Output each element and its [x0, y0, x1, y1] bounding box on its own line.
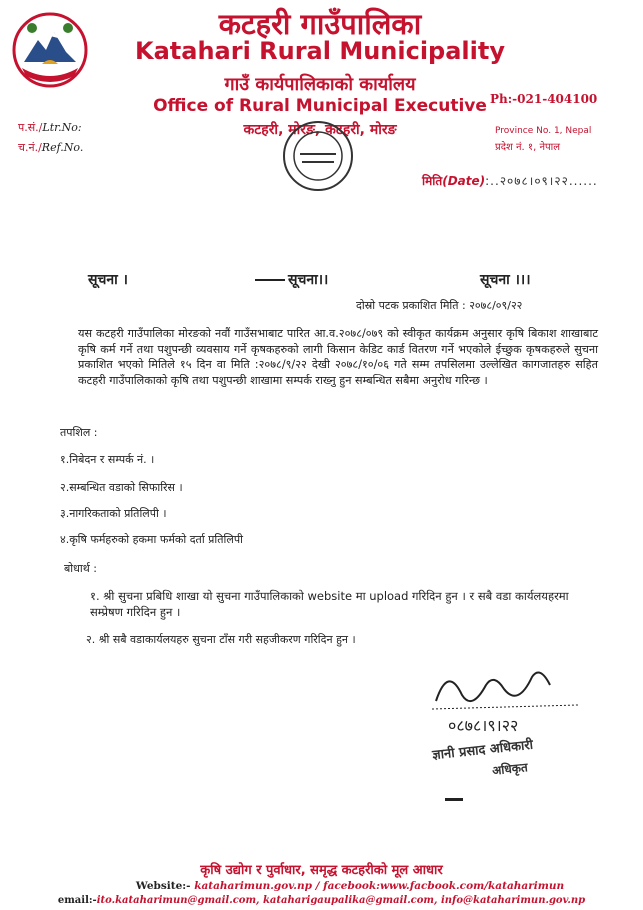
signature-icon — [428, 655, 588, 735]
bodhartha-label: बोधार्थ : — [64, 562, 97, 575]
website-link[interactable]: kataharimun.gov.np / facebook:www.facbook.com/kataharimun — [194, 880, 565, 892]
province-english: Province No. 1, Nepal — [495, 126, 592, 136]
footer-slogan: कृषि उद्योग र पुर्वाधार, समृद्ध कटहरीको मूल आधार — [200, 863, 443, 878]
signature-date: ०८७८।९।२२ — [448, 716, 519, 735]
address-nepali: कटहरी, मोरङ, कटहरी, मोरङ — [243, 122, 397, 138]
nepal-emblem-icon — [10, 10, 90, 90]
footer-website: Website:- kataharimun.gov.np / facebook:www.facbook.com/kataharimun — [135, 880, 565, 892]
details-label: तपशिल : — [60, 426, 98, 439]
officer-name: ज्ञानी प्रसाद अधिकारी — [431, 737, 534, 764]
notice-heading-2: सूचना।। — [288, 272, 329, 288]
office-stamp-icon — [280, 118, 356, 194]
list-item: १.निबेदन र सम्पर्क नं. । — [60, 453, 155, 466]
phone-number: Ph:-021-404100 — [490, 92, 598, 106]
note-2: २. श्री सबै वडाकार्यलयहरु सुचना टाँस गरी सहजीकरण गरिदिन हुन । — [86, 633, 356, 646]
divider — [255, 279, 285, 281]
officer-role: अधिकृत — [491, 760, 529, 778]
municipality-title-english: Katahari Rural Municipality — [134, 37, 506, 65]
municipality-title-nepali: कटहरी गाउँपालिका — [218, 7, 422, 41]
notice-heading-3: सूचना ।।। — [480, 272, 531, 288]
date-line: मिति(Date):..२०७८।०९।२२...... — [422, 174, 598, 188]
notice-heading-1: सूचना । — [88, 272, 128, 288]
divider — [445, 798, 463, 801]
second-publication-date: दोस्रो पटक प्रकाशित मिति : २०७८/०९/२२ — [356, 299, 523, 312]
notice-body: यस कटहरी गाउँपालिका मोरङको नवौं गाउँसभाबाट पारित आ.व.२०७८/०७९ को स्वीकृत कार्यक्रम अनुसार कृषि बिकाश शाखाबाट कृषि कर्म गर्ने तथा पशुपन्छी व्यवसाय गर्ने कृषकहरुको लागी किसान केडिट कार्ड वितरण गर्ने भएकोले ईच्छुक कृषकहरुले सुचना प्रकाशित भएको मितिले १५ दिन वा मिति :२०७८/९/२२ देखी २०७८/१०/०६ गते सम्म तपसिलमा उल्लेखित कागजातहरु सहित कटहरी गाउँपालिकाको कृषि तथा पशुपन्छी शाखामा सम्पर्क राख्नु हुन सम्बन्धित सबैमा अनुरोध गरिन्छ । — [78, 327, 598, 387]
email-links[interactable]: ito.kataharimun@gmail.com, kataharigaupalika@gmail.com, info@kataharimun.gov.np — [96, 895, 586, 906]
list-item: २.सम्बन्धित वडाको सिफारिस । — [60, 481, 183, 494]
list-item: ४.कृषि फर्महरुको हकमा फर्मको दर्ता प्रतिलिपी — [60, 533, 243, 546]
office-title-nepali: गाउँ कार्यपालिकाको कार्यालय — [224, 74, 416, 95]
province-nepali: प्रदेश नं. १, नेपाल — [495, 142, 561, 153]
footer-emails: email:-ito.kataharimun@gmail.com, kataharigaupalika@gmail.com, info@kataharimun.gov.np — [57, 895, 586, 906]
office-title-english: Office of Rural Municipal Executive — [153, 96, 487, 116]
reference-number-label: च.नं./Ref.No. — [18, 141, 84, 154]
note-1: १. श्री सुचना प्रबिधि शाखा यो सुचना गाउँपालिकाको website मा upload गरिदिन हुन । र सबै वडा कार्यलयहरमा सम्प्रेषण गरिदिन हुन । — [90, 589, 569, 619]
letter-number-label: प.सं./Ltr.No: — [18, 121, 82, 134]
list-item: ३.नागरिकताको प्रतिलिपी । — [60, 507, 167, 520]
